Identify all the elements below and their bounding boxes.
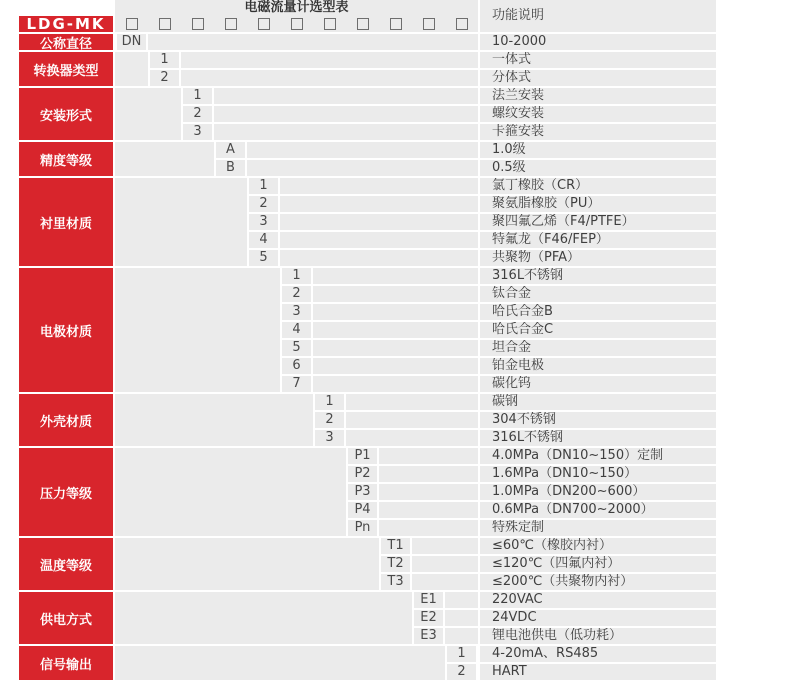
- selection-checkbox: [126, 18, 138, 30]
- row-filler: [148, 34, 478, 52]
- description-cell: 特氟龙（F46/FEP）: [478, 232, 716, 250]
- description-cell: 卡箍安装: [478, 124, 716, 142]
- code-cell: E1: [412, 592, 445, 610]
- row-filler: [280, 214, 478, 232]
- description-cell: 10-2000: [478, 34, 716, 52]
- row-filler: [280, 178, 478, 196]
- row-filler: [412, 556, 478, 574]
- code-cell: T1: [379, 538, 412, 556]
- code-cell: 2: [148, 70, 181, 88]
- selection-checkbox: [423, 18, 435, 30]
- table-title: 电磁流量计选型表: [115, 0, 478, 16]
- row-filler: [445, 592, 478, 610]
- description-cell: 碳化钨: [478, 376, 716, 394]
- code-cell: 4: [280, 322, 313, 340]
- code-cell: 3: [280, 304, 313, 322]
- description-cell: 4.0MPa（DN10~150）定制: [478, 448, 716, 466]
- model-label: LDG-MK: [19, 16, 113, 32]
- section-label: 公称直径: [19, 34, 113, 50]
- description-cell: HART: [478, 664, 716, 682]
- code-cell: P4: [346, 502, 379, 520]
- row-filler: [346, 394, 478, 412]
- code-cell: E3: [412, 628, 445, 646]
- row-filler: [445, 628, 478, 646]
- code-cell: 1: [280, 268, 313, 286]
- section-label: 温度等级: [19, 538, 113, 590]
- section-left-filler: [115, 646, 445, 682]
- row-filler: [313, 358, 478, 376]
- description-cell: 法兰安装: [478, 88, 716, 106]
- section-label: 衬里材质: [19, 178, 113, 266]
- description-cell: 聚氨脂橡胶（PU）: [478, 196, 716, 214]
- code-cell: B: [214, 160, 247, 178]
- code-cell: 7: [280, 376, 313, 394]
- function-description-header: 功能说明: [478, 0, 716, 34]
- selection-checkbox: [258, 18, 270, 30]
- selection-checkbox: [291, 18, 303, 30]
- description-cell: 304不锈钢: [478, 412, 716, 430]
- section-label: 转换器类型: [19, 52, 113, 86]
- description-cell: 铂金电极: [478, 358, 716, 376]
- description-cell: 分体式: [478, 70, 716, 88]
- section-left-filler: [115, 538, 379, 592]
- section-label: 压力等级: [19, 448, 113, 536]
- code-cell: 3: [313, 430, 346, 448]
- description-cell: 24VDC: [478, 610, 716, 628]
- code-cell: 2: [247, 196, 280, 214]
- section-left-filler: [115, 592, 412, 646]
- code-cell: P1: [346, 448, 379, 466]
- section-label: 精度等级: [19, 142, 113, 176]
- row-filler: [280, 196, 478, 214]
- selection-checkbox: [357, 18, 369, 30]
- row-filler: [214, 106, 478, 124]
- row-filler: [379, 502, 478, 520]
- description-cell: 共聚物（PFA）: [478, 250, 716, 268]
- code-cell: 5: [247, 250, 280, 268]
- code-cell: P2: [346, 466, 379, 484]
- row-filler: [379, 448, 478, 466]
- description-cell: 一体式: [478, 52, 716, 70]
- description-cell: 碳钢: [478, 394, 716, 412]
- code-cell: 1: [148, 52, 181, 70]
- description-cell: ≤200℃（共聚物内衬）: [478, 574, 716, 592]
- code-cell: 3: [247, 214, 280, 232]
- section-left-filler: [115, 178, 247, 268]
- code-cell: 2: [313, 412, 346, 430]
- description-cell: 316L不锈钢: [478, 430, 716, 448]
- row-filler: [280, 250, 478, 268]
- row-filler: [379, 466, 478, 484]
- selection-checkbox: [225, 18, 237, 30]
- section-left-filler: [115, 52, 148, 88]
- code-cell: 2: [181, 106, 214, 124]
- row-filler: [181, 70, 478, 88]
- selection-checkbox: [324, 18, 336, 30]
- code-cell: A: [214, 142, 247, 160]
- section-label: 安装形式: [19, 88, 113, 140]
- description-cell: 4-20mA、RS485: [478, 646, 716, 664]
- row-filler: [313, 340, 478, 358]
- description-cell: 锂电池供电（低功耗）: [478, 628, 716, 646]
- row-filler: [181, 52, 478, 70]
- row-filler: [214, 88, 478, 106]
- description-cell: 316L不锈钢: [478, 268, 716, 286]
- description-cell: 钛合金: [478, 286, 716, 304]
- section-left-filler: [115, 268, 280, 394]
- description-cell: 螺纹安装: [478, 106, 716, 124]
- section-label: 电极材质: [19, 268, 113, 392]
- code-cell: P3: [346, 484, 379, 502]
- description-cell: 聚四氟乙烯（F4/PTFE）: [478, 214, 716, 232]
- code-cell: 1: [445, 646, 478, 664]
- checkbox-row: [115, 16, 478, 34]
- description-cell: 0.5级: [478, 160, 716, 178]
- row-filler: [214, 124, 478, 142]
- row-filler: [379, 520, 478, 538]
- row-filler: [313, 376, 478, 394]
- code-cell: DN: [115, 34, 148, 52]
- row-filler: [313, 304, 478, 322]
- row-filler: [445, 610, 478, 628]
- description-cell: 哈氏合金B: [478, 304, 716, 322]
- row-filler: [346, 412, 478, 430]
- section-label: 信号输出: [19, 646, 113, 680]
- row-filler: [313, 286, 478, 304]
- code-cell: T2: [379, 556, 412, 574]
- section-label: 外壳材质: [19, 394, 113, 446]
- description-cell: 0.6MPa（DN700~2000）: [478, 502, 716, 520]
- code-cell: 5: [280, 340, 313, 358]
- description-cell: 坦合金: [478, 340, 716, 358]
- code-cell: 1: [247, 178, 280, 196]
- selection-checkbox: [456, 18, 468, 30]
- row-filler: [247, 160, 478, 178]
- code-cell: 4: [247, 232, 280, 250]
- section-left-filler: [115, 88, 181, 142]
- description-cell: 哈氏合金C: [478, 322, 716, 340]
- row-filler: [412, 574, 478, 592]
- selection-checkbox: [192, 18, 204, 30]
- code-cell: 2: [445, 664, 478, 682]
- code-cell: 1: [313, 394, 346, 412]
- code-cell: T3: [379, 574, 412, 592]
- description-cell: 特殊定制: [478, 520, 716, 538]
- description-cell: 1.6MPa（DN10~150）: [478, 466, 716, 484]
- code-cell: 3: [181, 124, 214, 142]
- section-left-filler: [115, 394, 313, 448]
- section-left-filler: [115, 448, 346, 538]
- row-filler: [412, 538, 478, 556]
- row-filler: [247, 142, 478, 160]
- row-filler: [280, 232, 478, 250]
- description-cell: 220VAC: [478, 592, 716, 610]
- selection-checkbox: [390, 18, 402, 30]
- description-cell: ≤60℃（橡胶内衬）: [478, 538, 716, 556]
- row-filler: [379, 484, 478, 502]
- section-left-filler: [115, 142, 214, 178]
- code-cell: E2: [412, 610, 445, 628]
- description-cell: 1.0MPa（DN200~600）: [478, 484, 716, 502]
- selection-checkbox: [159, 18, 171, 30]
- row-filler: [313, 322, 478, 340]
- description-cell: 1.0级: [478, 142, 716, 160]
- code-cell: Pn: [346, 520, 379, 538]
- code-cell: 6: [280, 358, 313, 376]
- code-cell: 1: [181, 88, 214, 106]
- row-filler: [346, 430, 478, 448]
- description-cell: 氯丁橡胶（CR）: [478, 178, 716, 196]
- code-cell: 2: [280, 286, 313, 304]
- row-filler: [313, 268, 478, 286]
- description-cell: ≤120℃（四氟内衬）: [478, 556, 716, 574]
- section-label: 供电方式: [19, 592, 113, 644]
